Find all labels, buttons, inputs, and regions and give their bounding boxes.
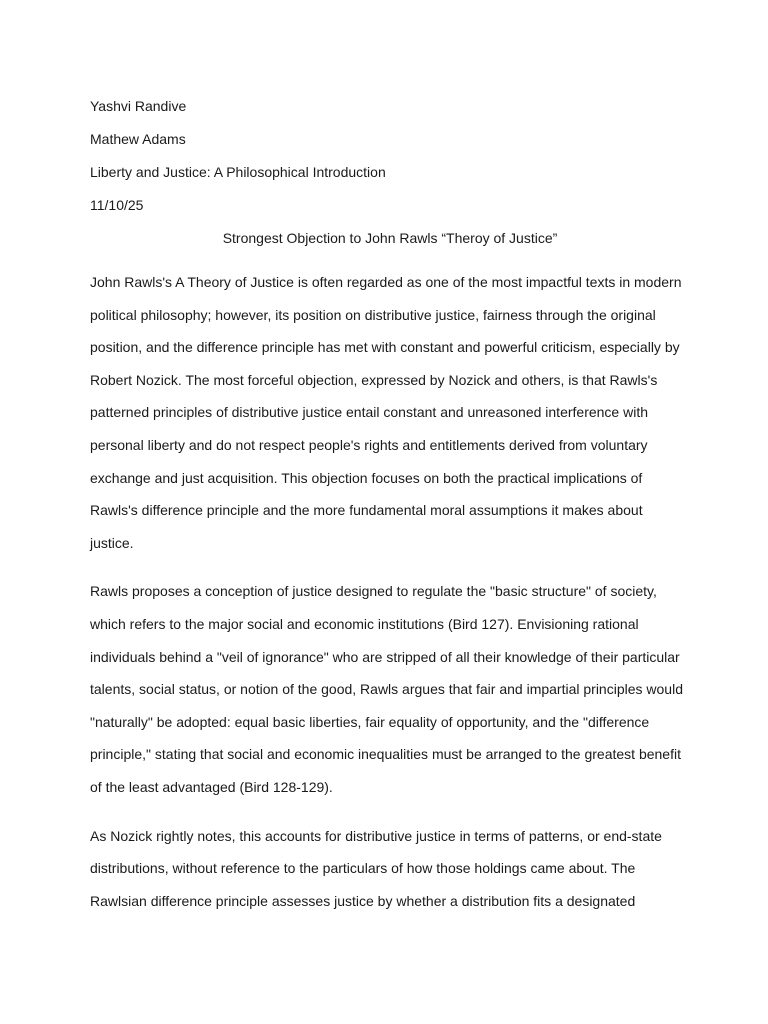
- paragraph-line: position, and the difference principle has met with constant and powerful criticism, especially by: [90, 339, 680, 356]
- paragraph-line: "naturally" be adopted: equal basic liberties, fair equality of opportunity, and the "difference: [90, 713, 650, 730]
- paragraph-line: Rawls proposes a conception of justice designed to regulate the "basic structure" of society,: [90, 583, 657, 600]
- paragraph-line: personal liberty and do not respect people's rights and entitlements derived from voluntary: [90, 436, 648, 453]
- student-name: Yashvi Randive: [90, 98, 187, 114]
- paragraph-line: John Rawls's A Theory of Justice is often regarded as one of the most impactful texts in modern: [90, 274, 682, 290]
- instructor-name: Mathew Adams: [90, 131, 186, 147]
- paragraph-line: principle," stating that social and economic inequalities must be arranged to the greatest benefit: [90, 746, 681, 763]
- essay-title: Strongest Objection to John Rawls “Theroy of Justice”: [222, 230, 558, 246]
- paragraph-line: individuals behind a "veil of ignorance" who are stripped of all their knowledge of their particular: [90, 648, 680, 665]
- paragraph-line: Rawlsian difference principle assesses justice by whether a distribution fits a designated: [90, 892, 636, 909]
- document-page: [90, 90, 690, 917]
- paragraph-3: [90, 820, 690, 918]
- paragraph-2: [90, 575, 690, 803]
- paragraph-line: patterned principles of distributive justice entail constant and unreasoned interference with: [90, 404, 648, 421]
- essay-date: 11/10/25: [90, 197, 144, 213]
- paragraph-line: of the least advantaged (Bird 128-129).: [90, 778, 333, 795]
- paragraph-line: Robert Nozick. The most forceful objection, expressed by Nozick and others, is that Rawls's: [90, 371, 658, 388]
- paragraph-line: which refers to the major social and economic institutions (Bird 127). Envisioning rational: [90, 615, 639, 632]
- course-name: Liberty and Justice: A Philosophical Introduction: [90, 164, 386, 180]
- paragraph-line: talents, social status, or notion of the good, Rawls argues that fair and impartial principles would: [90, 681, 683, 698]
- paragraph-line: exchange and just acquisition. This objection focuses on both the practical implications of: [90, 469, 643, 486]
- paragraph-line: justice.: [90, 534, 134, 551]
- paragraph-line: Rawls's difference principle and the more fundamental moral assumptions it makes about: [90, 502, 643, 519]
- paragraph-line: distributions, without reference to the particulars of how those holdings came about. The: [90, 860, 636, 877]
- paragraph-1: [90, 266, 690, 559]
- paragraph-line: political philosophy; however, its position on distributive justice, fairness through the original: [90, 306, 656, 323]
- paragraph-line: As Nozick rightly notes, this accounts for distributive justice in terms of patterns, or end-state: [90, 827, 662, 844]
